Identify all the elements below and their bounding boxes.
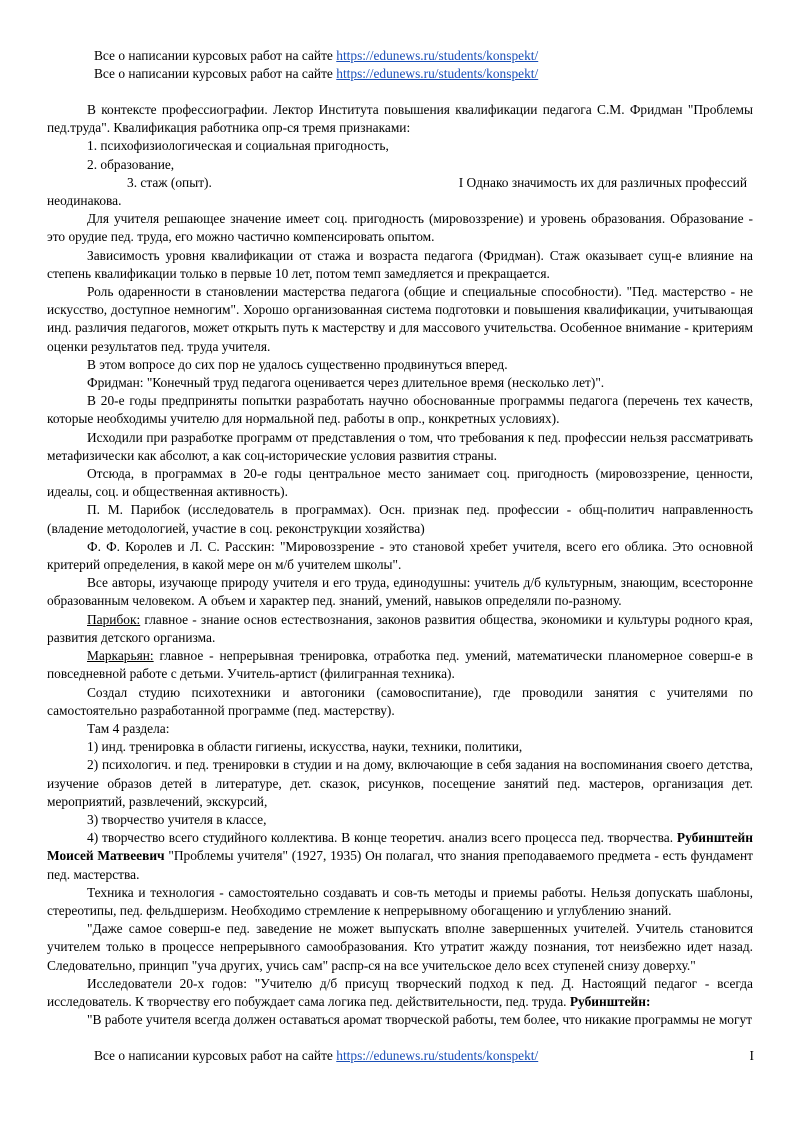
list-item: 2. образование, [87, 156, 175, 172]
page-number: I [749, 1048, 754, 1063]
paragraph: П. М. Парибок (исследователь в программах). Осн. признак пед. профессии - общ-политич направленность (владение методологией, участие в соц. реконструкции хозяйства) [47, 502, 753, 536]
list-item: 1) инд. тренировка в области гигиены, искусства, науки, техники, политики, [87, 739, 523, 755]
header-link[interactable]: https://edunews.ru/students/konspekt/ [336, 48, 539, 63]
paragraph: Фридман: "Конечный труд педагога оценивается через длительное время (несколько лет)". [87, 375, 605, 391]
paragraph: Все авторы, изучающе природу учителя и его труда, единодушны: учитель д/б культурным, знающим, всесторонне образованным человеком. А объем и характер пед. знаний, умений, навыков определяли по-разному. [47, 575, 753, 609]
footer [94, 1048, 754, 1064]
paragraph [47, 611, 753, 647]
paragraph: Зависимость уровня квалификации от стажа и возраста педагога (Фридман). Стаж оказывает сущ-е влияние на степень квалификации только в первые 10 лет, потом темп замедляется и прекращается. [47, 247, 753, 281]
footer-text: Все о написании курсовых работ на сайте [94, 1048, 333, 1063]
paragraph: Создал студию психотехники и автогоники (самовоспитание), где проводили занятия с учителями по самостоятельно разработанной программе (пед. мастерству). [47, 684, 753, 718]
document-body [47, 101, 753, 1029]
paragraph: Техника и технология - самостоятельно создавать и сов-ть методы и приемы работы. Нельзя допускать шаблоны, стереотипы, пед. фельдшеризм. Необходимо стремление к непрерывному обогащению и углублению знаний. [47, 884, 753, 918]
list-item: 3) творчество учителя в классе, [87, 811, 267, 827]
header-link[interactable]: https://edunews.ru/students/konspekt/ [336, 66, 539, 81]
paragraph-text: 4) творчество всего студийного коллектива. В конце теоретич. анализ всего процесса пед. творчества. [87, 830, 677, 846]
header-text: Все о написании курсовых работ на сайте [94, 48, 333, 63]
paragraph: Исходили при разработке программ от представления о том, что требования к пед. профессии нельзя рассматривать метафизически как абсолют, а как соц-исторические условия развития страны. [47, 429, 753, 463]
paragraph [47, 975, 753, 1011]
list-item-right: I Однако значимость их для различных профессий [458, 174, 747, 190]
paragraph: В контексте профессиографии. Лектор Института повышения квалификации педагога С.М. Фридман "Проблемы пед.труда". Квалификация работника опр-ся тремя признаками: [47, 102, 753, 136]
paragraph-text: главное - непрерывная тренировка, отработка пед. умений, математически планомерное соверш-е в повседневной работе с детьми. Учитель-артист (филигранная техника). [47, 648, 753, 682]
list-item: 1. психофизиологическая и социальная пригодность, [87, 138, 389, 154]
paragraph: В 20-е годы предприняты попытки разработать научно обоснованные программы педагога (перечень тех качеств, которые необходимы учителю для нормальной пед. работы в опр., конкретных условиях). [47, 393, 753, 427]
paragraph: Отсюда, в программах в 20-е годы центральное место занимает соц. пригодность (мировоззрение, ценности, идеалы, соц. и общественная активность). [47, 466, 753, 500]
list-item-stazh [47, 174, 753, 192]
header-text: Все о написании курсовых работ на сайте [94, 66, 333, 81]
author-name-bold: Рубинштейн: [569, 993, 651, 1009]
paragraph: Ф. Ф. Королев и Л. С. Расскин: "Мировоззрение - это становой хребет учителя, всего его облика. Это основной критерий определения, в какой мере он м/б учителем школы". [47, 538, 753, 573]
paragraph-text: "Проблемы учителя" (1927, 1935) Он полагал, что знания преподаваемого предмета - есть фундамент пед. мастерства. [47, 848, 753, 882]
list-item: 2) психологич. и пед. тренировки в студии и на дому, включающие в себя задания на воспоминания своего детства, изучение образов детей в литературе, дет. сказок, рисунков, посещение занятий пед. мастеров, организация дет. мероприятий, развлечений, экскурсий, [47, 757, 753, 809]
paragraph [47, 647, 753, 683]
paragraph-text: Исследователи 20-х годов: "Учителю д/б присущ творческий подход к пед. Д. Настоящий педагог - всегда исследователь. К творчеству его побуждает сама логика пед. действительности, пед. труда. [47, 975, 753, 1009]
paragraph: "Даже самое соверш-е пед. заведение не может выпускать вполне завершенных учителей. Учитель становится учителем только в процессе непрерывного самообразования. Кто утратит жажду познания, тот неизбежно идет назад. Следовательно, принцип "уча других, учись сам" распр-ся на все учительское дело всех ступеней снизу доверху." [47, 921, 753, 973]
paragraph: Там 4 раздела: [87, 720, 170, 736]
author-name: Маркарьян: [87, 648, 154, 664]
list-item [47, 829, 753, 884]
footer-link[interactable]: https://edunews.ru/students/konspekt/ [336, 1048, 539, 1063]
list-item-left: 3. стаж (опыт). [127, 174, 212, 190]
header-line-2 [94, 66, 538, 82]
paragraph: Роль одаренности в становлении мастерства педагога (общие и специальные способности). "Пед. мастерство - не искусство, доступное немногим". Хорошо организованная система подготовки и повышения квалификации, учитывающая инд. различия педагогов, может открыть путь к мастерству и для массового учительства. Особенное внимание - критериям оценки результатов пед. труда учителя. [47, 284, 753, 354]
author-name: Парибок: [87, 611, 141, 627]
paragraph-continuation: неодинакова. [47, 193, 122, 209]
author-name-bold: Рубинштейн Моисей Матвеевич [47, 830, 753, 864]
header-line-1 [94, 48, 538, 64]
paragraph: Для учителя решающее значение имеет соц. пригодность (мировоззрение) и уровень образования. Образование - это орудие пед. труда, его можно частично компенсировать опытом. [47, 211, 753, 245]
paragraph: В этом вопросе до сих пор не удалось существенно продвинуться вперед. [87, 356, 508, 372]
paragraph-text: главное - знание основ естествознания, законов развития общества, экономики и культуры родного края, развития детского организма. [47, 611, 753, 645]
paragraph: "В работе учителя всегда должен оставаться аромат творческой работы, тем более, что никакие программы не могут [87, 1012, 753, 1028]
